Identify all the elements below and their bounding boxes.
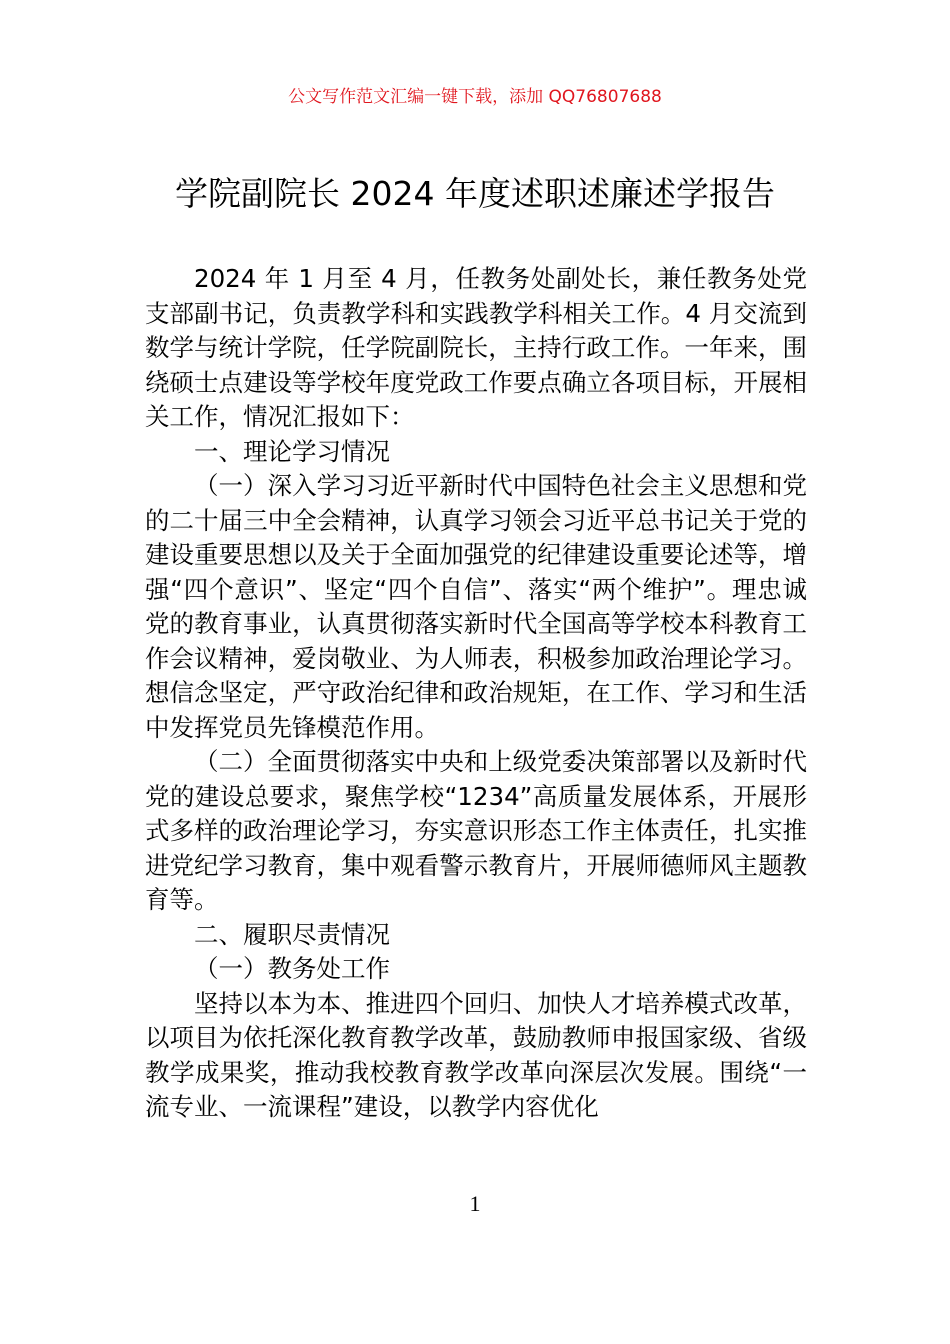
document-title: 学院副院长 2024 年度述职述廉述学报告 [175, 174, 775, 213]
paragraph-theory-study-1: （一）深入学习习近平新时代中国特色社会主义思想和党的二十届三中全会精神，认真学习领会习近平总书记关于党的建设重要思想以及关于全面加强党的纪律建设重要论述等，增强“四个意识”、坚定“四个自信”、落实“两个维护”。理忠诚党的教育事业，认真贯彻落实新时代全国高等学校本科教育工作会议精神，爱岗敬业、为人师表，积极参加政治理论学习。想信念坚定，严守政治纪律和政治规矩，在工作、学习和生活中发挥党员先锋模范作用。 [145, 471, 807, 742]
intro-paragraph: 2024 年 1 月至 4 月，任教务处副处长，兼任教务处党支部副书记，负责教学科和实践教学科相关工作。4 月交流到数学与统计学院，任学院副院长，主持行政工作。一年来，围绕硕士点建设等学校年度党政工作要点确立各项目标，开展相关工作，情况汇报如下： [145, 264, 807, 431]
document-body [145, 262, 807, 1125]
paragraph-theory-study-2: （二）全面贯彻落实中央和上级党委决策部署以及新时代党的建设总要求，聚焦学校“1234”高质量发展体系，开展形式多样的政治理论学习，夯实意识形态工作主体责任，扎实推进党纪学习教育，集中观看警示教育片，开展师德师风主题教育等。 [145, 747, 807, 914]
paragraph-academic-affairs: 坚持以本为本、推进四个回归、加快人才培养模式改革，以项目为依托深化教育教学改革，鼓励教师申报国家级、省级教学成果奖，推动我校教育教学改革向深层次发展。围绕“一流专业、一流课程”建设，以教学内容优化 [145, 988, 807, 1121]
subheading-academic-affairs: （一）教务处工作 [194, 954, 390, 983]
page-number: 1 [469, 1191, 481, 1216]
header-download-note: 公文写作范文汇编一键下载，添加 QQ76807688 [288, 87, 662, 107]
section-heading-theory-study: 一、理论学习情况 [194, 436, 390, 466]
section-heading-duties: 二、履职尽责情况 [194, 919, 390, 949]
